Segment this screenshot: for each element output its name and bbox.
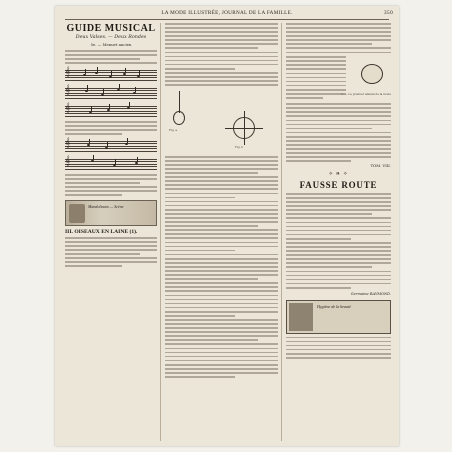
magazine-page [55,6,399,446]
running-head-title: LA MODE ILLUSTRÉE, JOURNAL DE LA FAMILLE. [161,10,293,16]
divider-ornament-icon: ⟡ ❧ ⟡ [329,171,348,178]
music-excerpt-1 [65,67,157,118]
axis-line [244,111,245,145]
ornament-icon [69,204,85,223]
article-text-col3-b [286,103,391,162]
music-staff [65,156,157,171]
pompom-circle [173,111,185,125]
guide-intro-text [65,50,157,64]
treble-clef-icon: 𝄞 [65,155,71,166]
music-staff [65,103,157,118]
treble-clef-icon: 𝄞 [65,66,71,77]
guide-attribution: 5e. — Menuet ancien [90,42,132,47]
pompom-diagram-figure [165,89,278,153]
column-1 [65,23,157,441]
column-divider [160,23,161,441]
thread-line [179,91,180,113]
vignette-illustration [289,303,313,331]
guide-closing-text [65,174,157,196]
column-3 [286,23,391,441]
page-number: 350 [383,10,393,16]
music-excerpt-2 [65,138,157,171]
hygiene-vignette [286,300,391,334]
treble-clef-icon: 𝄞 [65,102,71,113]
guide-body-text [65,121,157,135]
music-staff [65,85,157,100]
fausse-route-text [286,193,391,288]
fausse-route-title: FAUSSE ROUTE [299,180,378,191]
oiseaux-text [65,237,157,267]
tome-reference: TOM. VIII. [370,163,391,169]
running-head [55,10,399,19]
banner-caption: Mandolinata — Scène [88,203,124,209]
music-staff [65,67,157,82]
figure-label-a: Fig. a [169,127,178,132]
wool-bird-illustration [361,64,383,84]
treble-clef-icon: 𝄞 [65,84,71,95]
guide-musical-title: GUIDE MUSICAL [66,23,156,34]
treble-clef-icon: 𝄞 [65,137,71,148]
article-text-col3 [286,23,391,53]
guide-subtitle: Deux Valses. — Deux Rondes [75,35,147,40]
column-divider [281,23,282,441]
column-2 [165,23,278,441]
bird-caption: 1. — Le premier animal de la mode [341,92,391,97]
music-staff [65,138,157,153]
figure-label-b: Fig. b [235,144,244,149]
mandolinata-banner [65,200,157,226]
author-signature: Germaine RAYMOND. [350,291,391,296]
header-rule [65,19,389,20]
wrap-text [286,56,346,98]
article-text [165,23,278,86]
article-text-continued [165,156,278,378]
vignette-title: Hygiène de la beauté [317,303,351,309]
oiseaux-section-title: III. OISEAUX EN LAINE (1). [65,228,138,235]
hygiene-text [286,337,391,359]
bird-figure [286,56,391,100]
